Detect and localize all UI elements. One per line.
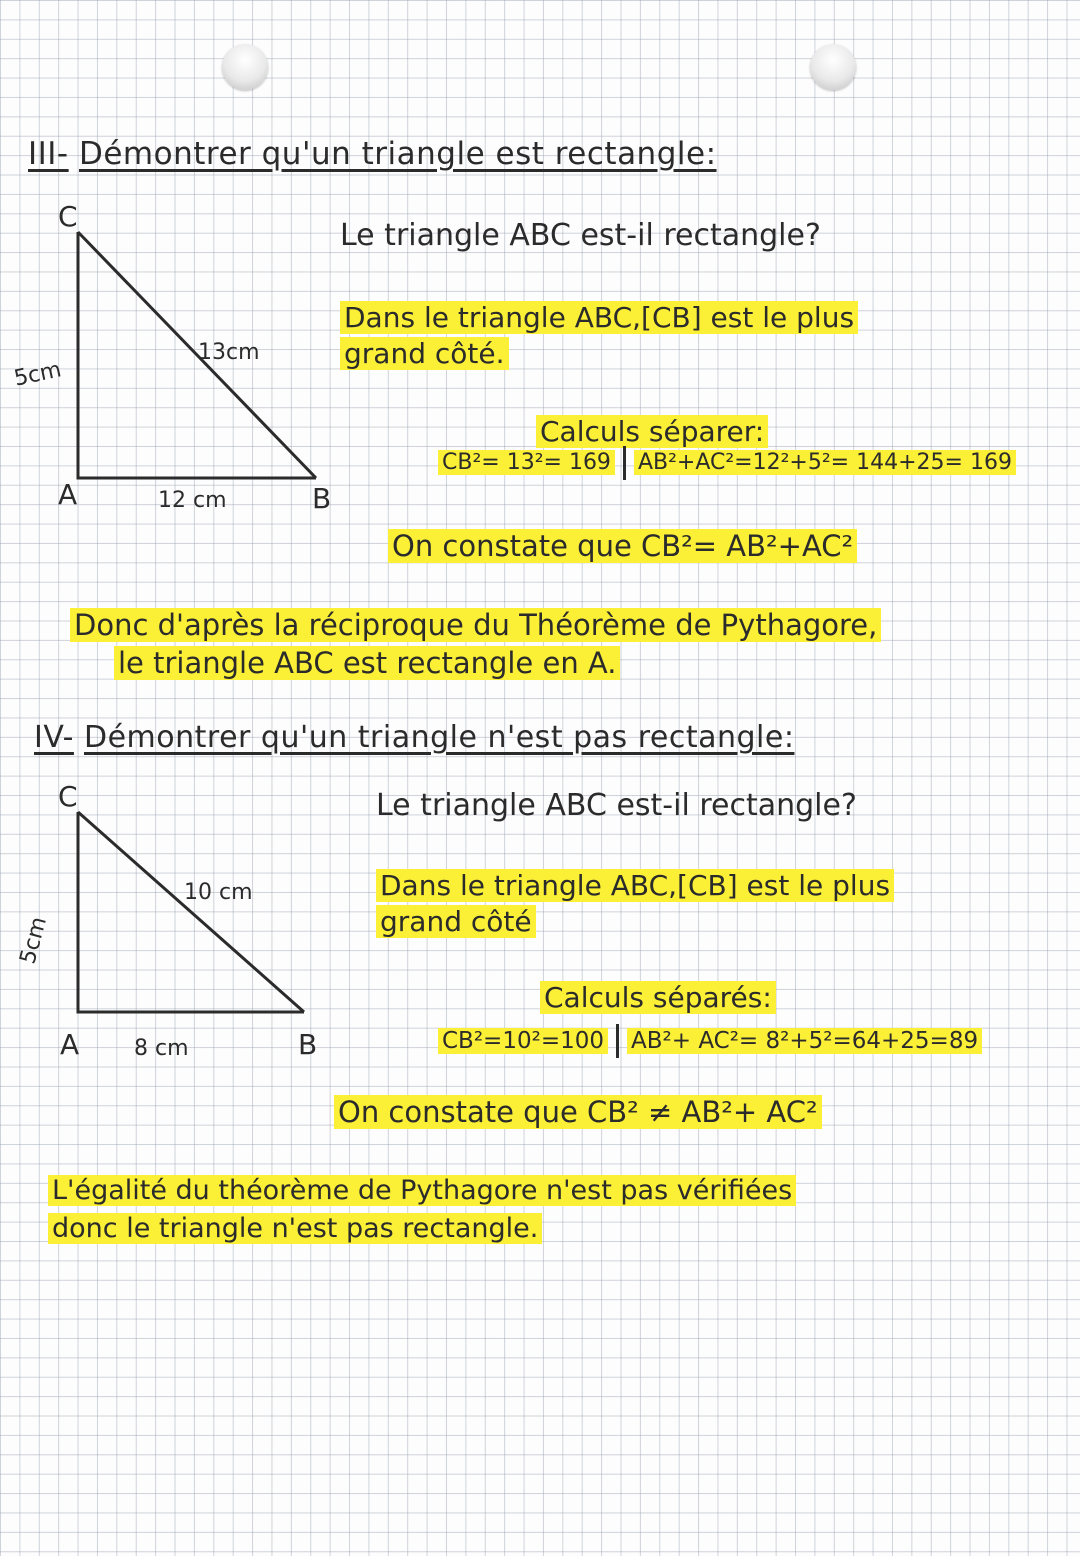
section3-calc-right: AB²+AC²=12²+5²= 144+25= 169: [634, 450, 1016, 475]
section4-statement-l1: Dans le triangle ABC,[CB] est le plus: [376, 869, 894, 902]
section3-conclusion-l2: le triangle ABC est rectangle en A.: [114, 646, 620, 680]
section4-calc-separator: [616, 1024, 619, 1058]
section4-side-ab: 8 cm: [134, 1036, 189, 1061]
section4-conclusion: [48, 1172, 796, 1248]
section4-question: Le triangle ABC est-il rectangle?: [376, 788, 857, 823]
section4-conclusion-l1: L'égalité du théorème de Pythagore n'est pas vérifiées: [48, 1175, 796, 1206]
section4-observation: On constate que CB² ≠ AB²+ AC²: [334, 1094, 822, 1130]
section3-side-ab: 12 cm: [158, 488, 227, 513]
section4-title-text: Démontrer qu'un triangle n'est pas rectangle:: [83, 720, 795, 755]
section4-calc-left: CB²=10²=100: [438, 1028, 608, 1054]
section3-conclusion-l1: Donc d'après la réciproque du Théorème de Pythagore,: [70, 608, 881, 642]
section3-title-num: III-: [28, 136, 69, 172]
section4-vertex-a: A: [60, 1028, 80, 1061]
section3-calc-line: [438, 446, 1016, 480]
section4-statement-l2: grand côté: [376, 905, 536, 938]
section4-title: [34, 720, 794, 755]
section3-statement: [340, 300, 858, 372]
section4-calc-right: AB²+ AC²= 8²+5²=64+25=89: [627, 1028, 982, 1054]
section3-question: Le triangle ABC est-il rectangle?: [340, 218, 821, 253]
section4-vertex-b: B: [298, 1028, 318, 1061]
section3-statement-l2: grand côté.: [340, 337, 509, 370]
section4-side-cb: 10 cm: [184, 880, 253, 905]
section4-title-num: IV-: [34, 720, 74, 755]
section3-vertex-c: C: [58, 200, 78, 233]
section3-title-text: Démontrer qu'un triangle est rectangle:: [78, 136, 717, 172]
section3-observation: On constate que CB²= AB²+AC²: [388, 528, 857, 564]
section3-calc-separator: [623, 446, 626, 480]
section3-side-ac: 5cm: [11, 357, 64, 392]
section4-side-ac: 5cm: [15, 914, 52, 967]
section3-conclusion: [70, 606, 881, 682]
section3-vertex-b: B: [312, 482, 332, 515]
section4-hypotenuse: [78, 812, 304, 1012]
section4-statement: [376, 868, 894, 940]
section3-calc-left: CB²= 13²= 169: [438, 450, 615, 475]
section4-conclusion-l2: donc le triangle n'est pas rectangle.: [48, 1213, 542, 1244]
section4-calc-title: Calculs séparés:: [540, 980, 776, 1016]
section3-calc-title: Calculs séparer:: [536, 414, 768, 450]
section3-vertex-a: A: [58, 478, 78, 511]
section3-statement-l1: Dans le triangle ABC,[CB] est le plus: [340, 301, 858, 334]
section4-calc-line: [438, 1024, 982, 1058]
section4-vertex-c: C: [58, 780, 78, 813]
section3-side-cb: 13cm: [198, 340, 260, 365]
section3-hypotenuse: [78, 232, 316, 478]
